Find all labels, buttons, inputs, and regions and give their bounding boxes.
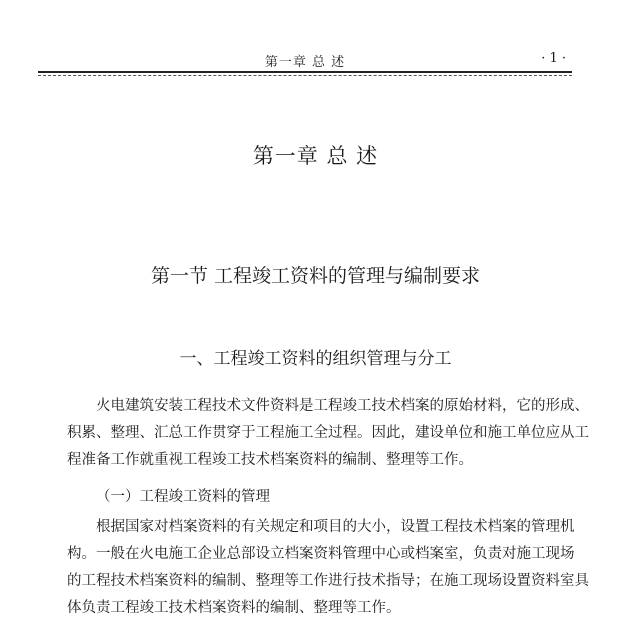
- page-number: · 1 ·: [541, 51, 566, 66]
- paragraph-1: [67, 393, 589, 474]
- section-title: 第一节 工程竣工资料的管理与编制要求: [150, 265, 481, 287]
- chapter-title: 第一章 总 述: [252, 144, 379, 168]
- paragraph-2: [67, 514, 589, 622]
- paragraph-1-line: 积累、整理、汇总工作贯穿于工程施工全过程。因此，建设单位和施工单位应从工: [67, 425, 589, 441]
- running-header-title: 第一章 总 述: [264, 55, 346, 70]
- paragraph-2-line: 根据国家对档案资料的有关规定和项目的大小，设置工程技术档案的管理机: [96, 519, 575, 535]
- subsection-title: 一、工程竣工资料的组织管理与分工: [179, 349, 452, 369]
- paragraph-2-line: 的工程技术档案资料的编制、整理等工作进行技术指导；在施工现场设置资料室具: [67, 573, 589, 589]
- running-header: [38, 49, 572, 69]
- paragraph-2-line: 体负责工程竣工技术档案资料的编制、整理等工作。: [67, 600, 401, 616]
- paragraph-1-line: 火电建筑安装工程技术文件资料是工程竣工技术档案的原始材料，它的形成、: [96, 398, 589, 414]
- subheading-management: （一）工程竣工资料的管理: [96, 489, 270, 505]
- paragraph-2-line: 构。一般在火电施工企业总部设立档案资料管理中心或档案室，负责对施工现场: [67, 546, 575, 562]
- header-rule-dashed: [38, 75, 572, 76]
- paragraph-1-line: 程准备工作就重视工程竣工技术档案资料的编制、整理等工作。: [67, 452, 473, 468]
- header-rule-solid: [38, 71, 572, 73]
